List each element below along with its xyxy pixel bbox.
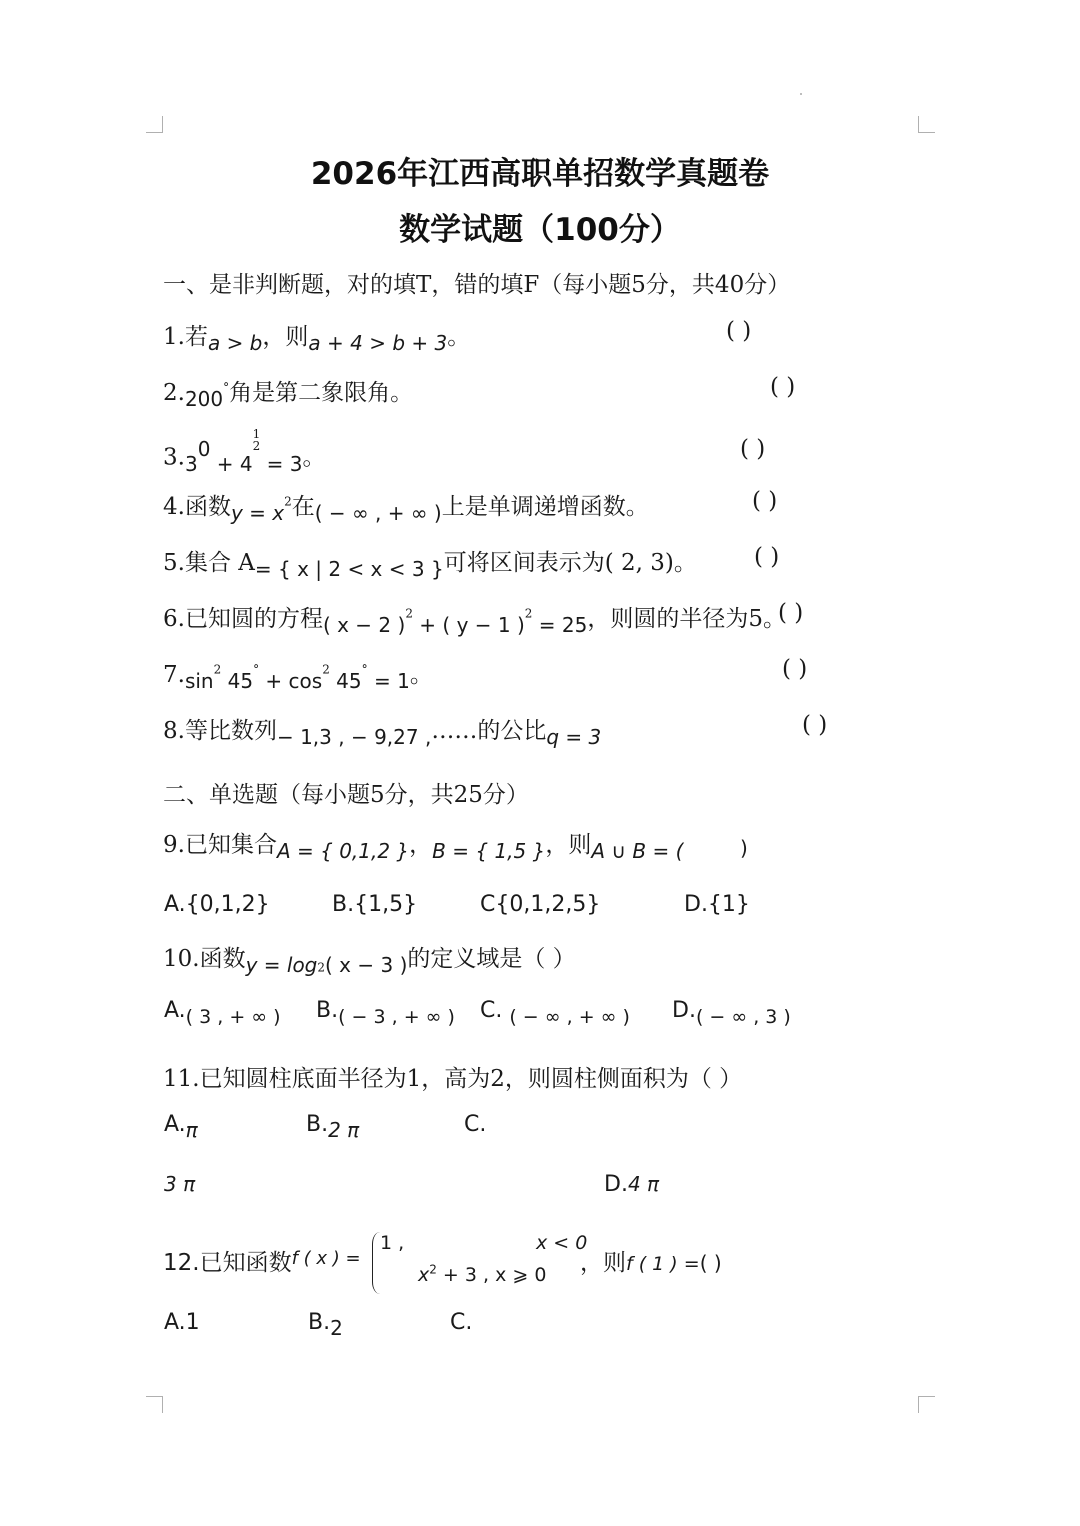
q11-option-a[interactable]: A.π bbox=[164, 1112, 198, 1142]
piecewise-case1-value: 1 , bbox=[380, 1232, 405, 1254]
question-4: 4.函数$y = x^2$在( − ∞ , + ∞ )上是单调递增函数。 bbox=[163, 494, 649, 525]
crop-mark-top-left bbox=[146, 116, 163, 133]
question-10: 10.函数$y = \log_2$( x − 3 )的定义域是（ ） bbox=[163, 946, 576, 977]
q12-option-b[interactable]: B.2 bbox=[308, 1310, 343, 1340]
speck bbox=[800, 93, 802, 95]
q10-option-d[interactable]: D.( − ∞ , 3 ) bbox=[672, 998, 791, 1028]
section2-heading: 二、单选题（每小题5分，共25分） bbox=[163, 782, 529, 808]
page-title: 2026年江西高职单招数学真题卷 bbox=[310, 156, 770, 192]
q10-option-c[interactable]: C. ( − ∞ , + ∞ ) bbox=[480, 998, 630, 1028]
q9-option-c[interactable]: C{0,1,2,5} bbox=[480, 892, 601, 917]
question-9: 9.已知集合A = { 0,1,2 }，B = { 1,5 }，则A ∪ B = ( bbox=[163, 832, 684, 863]
question-7: $7.\sin^2$ $45^\circ + \cos^2 45^\circ = 1$。 bbox=[163, 662, 433, 693]
q9-option-b[interactable]: B.{1,5} bbox=[332, 892, 418, 917]
question-3: $3.3^0 + 4$ 1 2 = 3。 bbox=[163, 427, 326, 476]
section1-heading: 一、是非判断题，对的填T，错的填F（每小题5分，共40分） bbox=[163, 272, 791, 298]
q11-option-b[interactable]: B.2 π bbox=[306, 1112, 360, 1142]
piecewise-case2: $x^2 + 3$ , x ⩾ 0 bbox=[418, 1262, 547, 1286]
answer-blank-6[interactable]: ( ) bbox=[778, 600, 804, 626]
q11-option-c-value: 3 π bbox=[164, 1172, 196, 1196]
answer-blank-7[interactable]: ( ) bbox=[782, 656, 808, 682]
piecewise-case1-condition: x < 0 bbox=[536, 1232, 588, 1254]
q9-option-a[interactable]: A.{0,1,2} bbox=[164, 892, 270, 917]
answer-blank-4[interactable]: ( ) bbox=[752, 488, 778, 514]
q10-option-b[interactable]: B.( − 3 , + ∞ ) bbox=[316, 998, 455, 1028]
question-11: 11.已知圆柱底面半径为1，高为2，则圆柱侧面积为（ ） bbox=[163, 1066, 743, 1092]
question-1: 1.若a > b，则a + 4 > b + 3。 bbox=[163, 324, 471, 355]
question-5: 5.集合 A= { x | 2 < x < 3 }可将区间表示为( 2, 3)。 bbox=[163, 550, 697, 581]
q12-option-a[interactable]: A.1 bbox=[164, 1310, 200, 1335]
q9-option-d[interactable]: D.{1} bbox=[684, 892, 750, 917]
question-2: 2.200°角是第二象限角。 bbox=[163, 380, 414, 411]
answer-blank-3[interactable]: ( ) bbox=[740, 436, 766, 462]
q12-option-c[interactable]: C. bbox=[450, 1310, 473, 1335]
question-8: 8.等比数列− 1,3 , − 9,27 ,……的公比q = 3 bbox=[163, 718, 602, 749]
crop-mark-bottom-right bbox=[918, 1396, 935, 1413]
answer-paren-9[interactable]: ) bbox=[740, 836, 748, 860]
crop-mark-bottom-left bbox=[146, 1396, 163, 1413]
question-12-tail: ，则f ( 1 ) =( ) bbox=[580, 1250, 722, 1276]
question-6: 6.已知圆的方程( x − 2 )$^2$ + ( y − 1 )$^2$ = 25，则圆的半径为5。 bbox=[163, 606, 786, 637]
crop-mark-top-right bbox=[918, 116, 935, 133]
question-12-stem: 12.已知函数$^{f ( x ) =}$ bbox=[163, 1248, 361, 1276]
answer-blank-8[interactable]: ( ) bbox=[802, 712, 828, 738]
answer-blank-2[interactable]: ( ) bbox=[770, 374, 796, 400]
page-subtitle: 数学试题（100分） bbox=[399, 212, 681, 248]
answer-blank-5[interactable]: ( ) bbox=[754, 544, 780, 570]
q11-option-d[interactable]: D.4 π bbox=[604, 1172, 660, 1197]
q11-option-c[interactable]: C. bbox=[464, 1112, 487, 1137]
q10-option-a[interactable]: A.( 3 , + ∞ ) bbox=[164, 998, 281, 1028]
answer-blank-1[interactable]: ( ) bbox=[726, 318, 752, 344]
